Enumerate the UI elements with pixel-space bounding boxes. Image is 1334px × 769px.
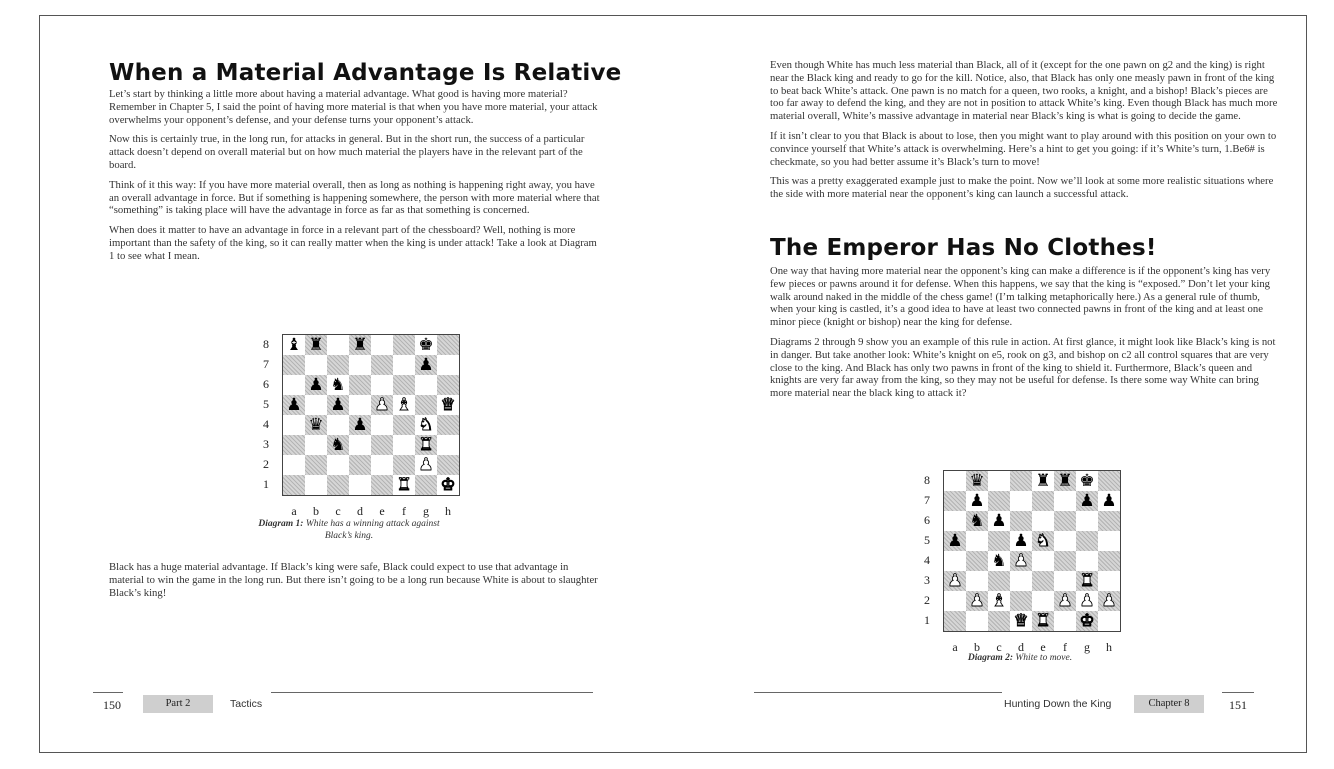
square-g5 (415, 395, 437, 415)
square-e6 (371, 375, 393, 395)
black-pawn-icon: ♟ (1079, 491, 1095, 511)
white-king-icon: ♚ (1079, 611, 1095, 631)
left-paragraph: When does it matter to have an advantage in force in a relevant part of the chessboard? Well, nothing is more important than the safety of the king, so it can really matter when the king is under attack! Take a look at Diagram 1 to see what I mean. (109, 224, 597, 262)
left-page-number: 150 (103, 698, 121, 712)
right-page-number: 151 (1229, 698, 1247, 712)
square-f6 (393, 375, 415, 395)
square-f1 (1054, 611, 1076, 631)
black-knight-icon: ♞ (330, 435, 346, 455)
square-f3 (393, 435, 415, 455)
square-b5 (966, 531, 988, 551)
white-rook-icon: ♜ (418, 435, 434, 455)
square-b8 (966, 471, 988, 491)
square-e1 (1032, 611, 1054, 631)
black-knight-icon: ♞ (969, 511, 985, 531)
square-g4 (415, 415, 437, 435)
diagram-1-file-label: a (291, 504, 297, 518)
square-e2 (371, 455, 393, 475)
black-pawn-icon: ♟ (330, 395, 346, 415)
black-knight-icon: ♞ (991, 551, 1007, 571)
square-c3 (327, 435, 349, 455)
black-king-icon: ♚ (418, 335, 434, 355)
square-d5 (349, 395, 371, 415)
square-b2 (966, 591, 988, 611)
white-knight-icon: ♞ (418, 415, 434, 435)
square-h1 (437, 475, 459, 495)
square-g5 (1076, 531, 1098, 551)
square-d8 (349, 335, 371, 355)
black-pawn-icon: ♟ (1101, 491, 1117, 511)
square-f6 (1054, 511, 1076, 531)
square-c7 (327, 355, 349, 375)
left-body (109, 88, 601, 270)
square-c1 (988, 611, 1010, 631)
diagram-1-rank-label: 6 (263, 377, 269, 391)
square-g3 (415, 435, 437, 455)
black-queen-icon: ♛ (969, 471, 985, 491)
square-b5 (305, 395, 327, 415)
diagram-1-rank-label: 1 (263, 477, 269, 491)
black-pawn-icon: ♟ (969, 491, 985, 511)
black-pawn-icon: ♟ (352, 415, 368, 435)
left-paragraph: Now this is certainly true, in the long run, for attacks in general. But in the short run, the success of a particular attack doesn’t depend on overall material but on how much material the players have in the relevant part of the board. (109, 133, 585, 171)
square-h8 (437, 335, 459, 355)
square-f4 (393, 415, 415, 435)
white-pawn-icon: ♟ (418, 455, 434, 475)
square-a1 (283, 475, 305, 495)
diagram-1-caption (249, 518, 449, 542)
diagram-2-file-label: a (952, 640, 958, 654)
square-c6 (327, 375, 349, 395)
diagram-2-file-label: e (1040, 640, 1046, 654)
square-c5 (988, 531, 1010, 551)
diagram-2-rank-label: 1 (924, 613, 930, 627)
square-h2 (1098, 591, 1120, 611)
square-f8 (393, 335, 415, 355)
square-g6 (415, 375, 437, 395)
square-d8 (1010, 471, 1032, 491)
black-pawn-icon: ♟ (418, 355, 434, 375)
square-a5 (283, 395, 305, 415)
square-b7 (966, 491, 988, 511)
right-bottom-paragraph: One way that having more material near the opponent’s king can make a difference is if the opponent’s king has very few pieces or pawns around it for defense. When this happens, we say that the king is “exposed.” Don’t let your king walk around naked in the middle of the chess game! (I’m talking metaphorically here.) As a general rule of thumb, when your king is castled, it’s a good idea to have at least two connected pawns in front of the king and at least one minor piece (knight or bishop) near the king for defense. (770, 265, 1271, 329)
diagram-1-file-label: e (379, 504, 385, 518)
diagram-1-chessboard (282, 334, 460, 496)
black-pawn-icon: ♟ (947, 531, 963, 551)
diagram-2-rank-label: 7 (924, 493, 930, 507)
diagram-1-rank-label: 3 (263, 437, 269, 451)
square-c2 (988, 591, 1010, 611)
square-e3 (1032, 571, 1054, 591)
white-rook-icon: ♜ (1035, 611, 1051, 631)
white-pawn-icon: ♟ (947, 571, 963, 591)
square-c4 (988, 551, 1010, 571)
square-b4 (305, 415, 327, 435)
left-section-title: Tactics (230, 698, 263, 710)
square-g8 (1076, 471, 1098, 491)
square-b6 (305, 375, 327, 395)
black-knight-icon: ♞ (330, 375, 346, 395)
left-after-paragraph: Black has a huge material advantage. If Black’s king were safe, Black could expect to use that advantage in material to win the game in the long run. But there isn’t going to be a long run because White is about to slaughter Black’s king! (109, 561, 598, 599)
right-top-paragraph: This was a pretty exaggerated example just to make the point. Now we’ll look at some more realistic situations where the side with more material near the opponent’s king can launch a successful attack. (770, 175, 1274, 201)
right-body-bottom (770, 265, 1282, 407)
white-bishop-icon: ♝ (991, 591, 1007, 611)
square-b2 (305, 455, 327, 475)
square-d3 (1010, 571, 1032, 591)
square-g8 (415, 335, 437, 355)
square-a8 (944, 471, 966, 491)
square-f1 (393, 475, 415, 495)
right-section-title: Hunting Down the King (1004, 698, 1112, 710)
square-f2 (393, 455, 415, 475)
square-g2 (415, 455, 437, 475)
left-body-after (109, 561, 601, 606)
diagram-2-caption-label: Diagram 2: (967, 653, 1014, 663)
square-d5 (1010, 531, 1032, 551)
square-f7 (393, 355, 415, 375)
square-a7 (283, 355, 305, 375)
white-knight-icon: ♞ (1035, 531, 1051, 551)
black-pawn-icon: ♟ (1013, 531, 1029, 551)
diagram-2-file-label: g (1084, 640, 1090, 654)
left-footer (93, 692, 593, 718)
square-b7 (305, 355, 327, 375)
square-b8 (305, 335, 327, 355)
diagram-2-rank-label: 2 (924, 593, 930, 607)
square-d2 (1010, 591, 1032, 611)
square-a2 (283, 455, 305, 475)
square-g1 (1076, 611, 1098, 631)
black-rook-icon: ♜ (352, 335, 368, 355)
white-pawn-icon: ♟ (374, 395, 390, 415)
square-a2 (944, 591, 966, 611)
square-a4 (283, 415, 305, 435)
right-bottom-paragraph: Diagrams 2 through 9 show you an example of this rule in action. At first glance, it might look like Black’s king is not in danger. But take another look: White’s knight on e5, rook on g3, and bishop on c2 all control squares that are very close to the king. And Black has only two pawns in front of the king to shield it. Furthermore, Black’s queen and knights are very far away from the king, so they may not be useful for defense. Is there some way White can bring more material near the black king to attack it? (770, 335, 1276, 400)
square-b6 (966, 511, 988, 531)
left-heading: When a Material Advantage Is Relative (109, 60, 622, 86)
white-queen-icon: ♛ (1013, 611, 1029, 631)
diagram-1-rank-label: 7 (263, 357, 269, 371)
square-c4 (327, 415, 349, 435)
left-part-tag: Part 2 (143, 695, 213, 713)
square-e7 (1032, 491, 1054, 511)
square-h8 (1098, 471, 1120, 491)
right-heading: The Emperor Has No Clothes! (770, 235, 1157, 261)
black-king-icon: ♚ (1079, 471, 1095, 491)
diagram-2-rank-label: 5 (924, 533, 930, 547)
square-e2 (1032, 591, 1054, 611)
diagram-2-file-label: f (1063, 640, 1067, 654)
black-rook-icon: ♜ (308, 335, 324, 355)
square-h3 (437, 435, 459, 455)
black-bishop-icon: ♝ (286, 335, 302, 355)
square-h6 (437, 375, 459, 395)
square-h7 (437, 355, 459, 375)
black-pawn-icon: ♟ (308, 375, 324, 395)
diagram-2-rank-label: 8 (924, 473, 930, 487)
square-f4 (1054, 551, 1076, 571)
diagram-2-caption-text: White to move. (1015, 653, 1073, 663)
square-f8 (1054, 471, 1076, 491)
diagram-1-caption-text: White has a winning attack against Black’s king. (305, 519, 440, 541)
square-d1 (349, 475, 371, 495)
square-g7 (415, 355, 437, 375)
square-e4 (1032, 551, 1054, 571)
square-a7 (944, 491, 966, 511)
square-f2 (1054, 591, 1076, 611)
square-d4 (349, 415, 371, 435)
square-d7 (349, 355, 371, 375)
left-paragraph: Think of it this way: If you have more material overall, then as long as nothing is happening right away, you have an overall advantage in force. But if something is happening somewhere, the person with more material where that “something” is taking place will have the advantage in force as far as that something is concerned. (109, 178, 600, 217)
square-c8 (327, 335, 349, 355)
white-rook-icon: ♜ (396, 475, 412, 495)
square-a4 (944, 551, 966, 571)
diagram-2-file-label: b (974, 640, 980, 654)
square-d7 (1010, 491, 1032, 511)
square-d6 (1010, 511, 1032, 531)
square-h4 (437, 415, 459, 435)
square-a6 (944, 511, 966, 531)
square-e5 (1032, 531, 1054, 551)
square-g6 (1076, 511, 1098, 531)
right-footer (754, 692, 1254, 718)
diagram-1-rank-label: 8 (263, 337, 269, 351)
square-e5 (371, 395, 393, 415)
square-h5 (437, 395, 459, 415)
square-c3 (988, 571, 1010, 591)
diagram-2-rank-label: 6 (924, 513, 930, 527)
square-a3 (283, 435, 305, 455)
square-c7 (988, 491, 1010, 511)
diagram-2-rank-label: 3 (924, 573, 930, 587)
white-bishop-icon: ♝ (396, 395, 412, 415)
square-e7 (371, 355, 393, 375)
square-h5 (1098, 531, 1120, 551)
square-f7 (1054, 491, 1076, 511)
square-d3 (349, 435, 371, 455)
diagram-2-chessboard (943, 470, 1121, 632)
square-e4 (371, 415, 393, 435)
square-f3 (1054, 571, 1076, 591)
diagram-2-file-label: h (1106, 640, 1112, 654)
square-e8 (1032, 471, 1054, 491)
diagram-2-rank-label: 4 (924, 553, 930, 567)
diagram-1-rank-label: 5 (263, 397, 269, 411)
square-c5 (327, 395, 349, 415)
square-h4 (1098, 551, 1120, 571)
diagram-1-rank-label: 4 (263, 417, 269, 431)
white-queen-icon: ♛ (440, 395, 456, 415)
white-pawn-icon: ♟ (1013, 551, 1029, 571)
square-c1 (327, 475, 349, 495)
square-c6 (988, 511, 1010, 531)
white-rook-icon: ♜ (1079, 571, 1095, 591)
square-b3 (966, 571, 988, 591)
square-e3 (371, 435, 393, 455)
diagram-2-file-label: d (1018, 640, 1024, 654)
square-a5 (944, 531, 966, 551)
diagram-1-file-label: h (445, 504, 451, 518)
right-top-paragraph: If it isn’t clear to you that Black is about to lose, then you might want to play around with this position on your own to convince yourself that White’s attack is overwhelming. Here’s a hint to get you going: if it’s White’s turn, 1.Be6# is checkmate, so you had better assume it’s Black’s turn to move! (770, 129, 1277, 168)
square-b3 (305, 435, 327, 455)
diagram-1-caption-label: Diagram 1: (258, 519, 304, 529)
square-b1 (966, 611, 988, 631)
right-chapter-tag: Chapter 8 (1134, 695, 1204, 713)
square-c2 (327, 455, 349, 475)
square-a3 (944, 571, 966, 591)
square-h3 (1098, 571, 1120, 591)
square-d6 (349, 375, 371, 395)
square-d1 (1010, 611, 1032, 631)
square-b1 (305, 475, 327, 495)
diagram-1-file-label: b (313, 504, 319, 518)
right-top-paragraph: Even though White has much less material than Black, all of it (except for the one pawn on g2 and the king) is right near the Black king and ready to go for the kill. Notice, also, that Black has only one measly pawn in front of the king to beat back White’s attack. One pawn is no match for a queen, two rooks, a knight, and a bishop! Black’s pieces are too far away to defend the king, and they are not in position to attack White’s king. Even though Black has much more material overall, White’s massive advantage in material near Black’s king is what is going to decide the game. (770, 59, 1278, 123)
square-e1 (371, 475, 393, 495)
square-d4 (1010, 551, 1032, 571)
black-rook-icon: ♜ (1035, 471, 1051, 491)
diagram-1-rank-label: 2 (263, 457, 269, 471)
square-f5 (1054, 531, 1076, 551)
white-king-icon: ♚ (440, 475, 456, 495)
square-e6 (1032, 511, 1054, 531)
white-pawn-icon: ♟ (1101, 591, 1117, 611)
square-g1 (415, 475, 437, 495)
left-paragraph: Let’s start by thinking a little more about having a material advantage. What good is having more material? Remember in Chapter 5, I said the point of having more material is that when you have more material, your attack overwhelms your opponent’s defense, and your defense turns your opponent’s attack. (109, 88, 598, 126)
white-pawn-icon: ♟ (969, 591, 985, 611)
square-h7 (1098, 491, 1120, 511)
white-pawn-icon: ♟ (1079, 591, 1095, 611)
black-pawn-icon: ♟ (286, 395, 302, 415)
diagram-1-file-label: c (335, 504, 341, 518)
diagram-2-file-label: c (996, 640, 1002, 654)
square-f5 (393, 395, 415, 415)
black-rook-icon: ♜ (1057, 471, 1073, 491)
black-queen-icon: ♛ (308, 415, 324, 435)
square-g7 (1076, 491, 1098, 511)
square-e8 (371, 335, 393, 355)
white-pawn-icon: ♟ (1057, 591, 1073, 611)
square-c8 (988, 471, 1010, 491)
square-a1 (944, 611, 966, 631)
square-h6 (1098, 511, 1120, 531)
square-h1 (1098, 611, 1120, 631)
square-g4 (1076, 551, 1098, 571)
diagram-2-caption (910, 652, 1130, 664)
square-b4 (966, 551, 988, 571)
diagram-1-file-label: d (357, 504, 363, 518)
black-pawn-icon: ♟ (991, 511, 1007, 531)
square-a8 (283, 335, 305, 355)
square-a6 (283, 375, 305, 395)
square-d2 (349, 455, 371, 475)
diagram-1-file-label: g (423, 504, 429, 518)
right-body-top (770, 59, 1282, 208)
square-g3 (1076, 571, 1098, 591)
square-h2 (437, 455, 459, 475)
book-spread (39, 15, 1307, 753)
square-g2 (1076, 591, 1098, 611)
diagram-1-file-label: f (402, 504, 406, 518)
